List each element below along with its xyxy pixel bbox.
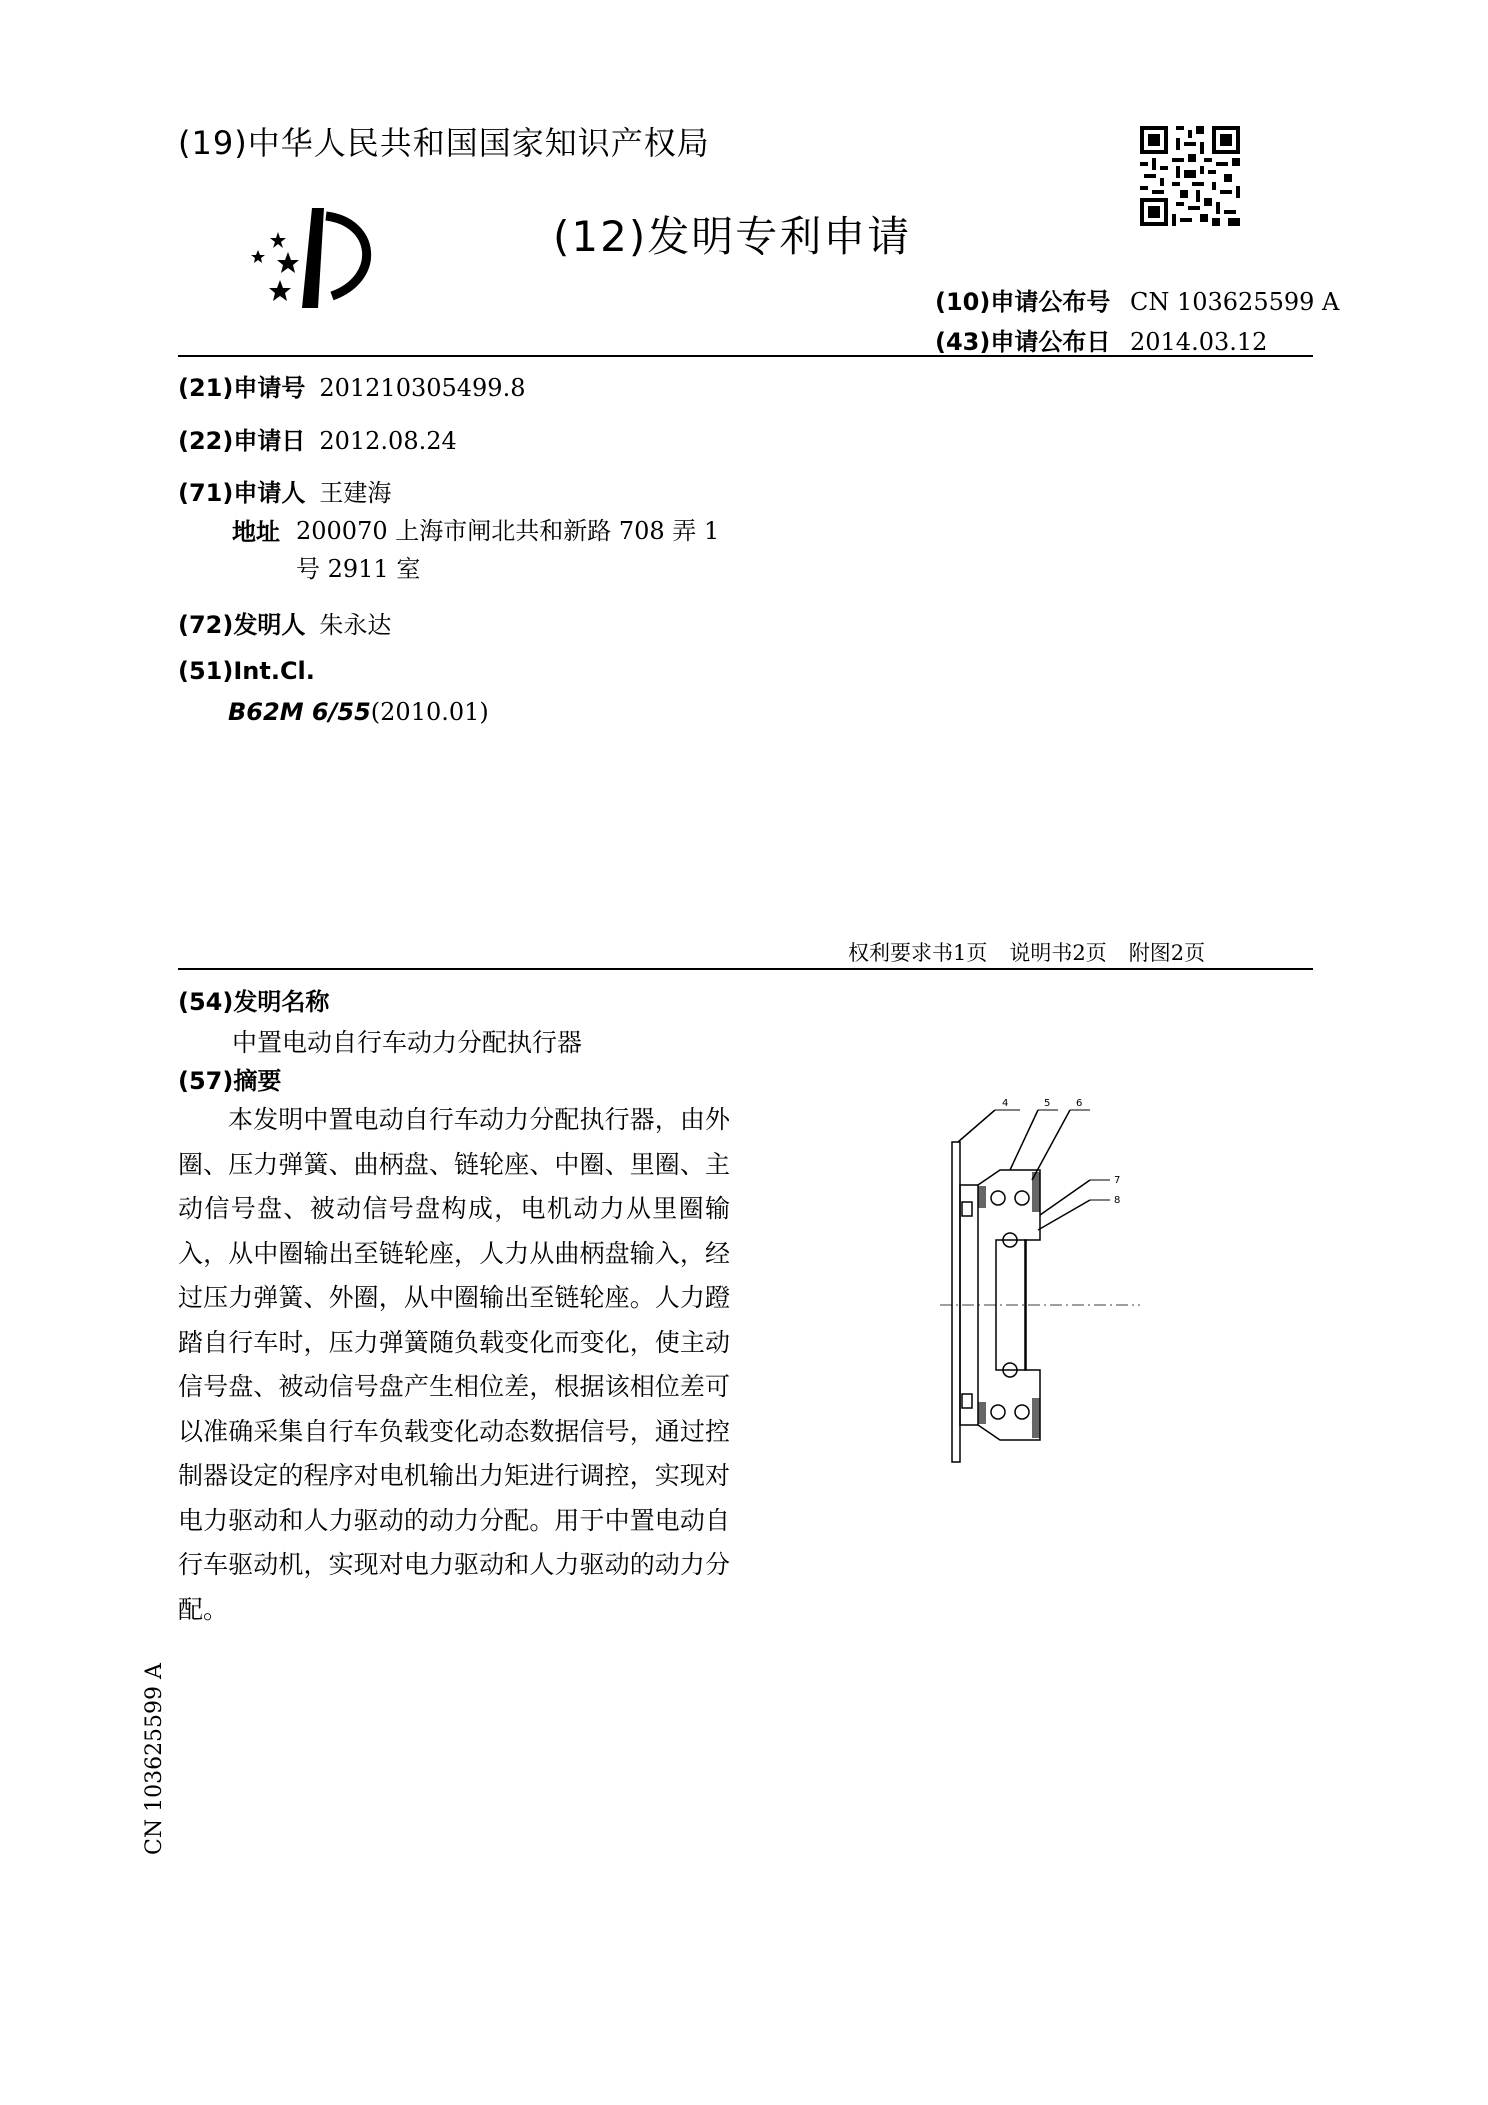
publication-date (935, 322, 1267, 357)
applicant-value: 王建海 (319, 479, 392, 507)
address-value: 200070 上海市闸北共和新路 708 弄 1 号 2911 室 (296, 517, 720, 583)
figure-label-5: 5 (1044, 1098, 1051, 1109)
qr-code-icon (1140, 126, 1240, 226)
application-number-value: 201210305499.8 (319, 374, 526, 402)
figure-label-7: 7 (1114, 1175, 1121, 1186)
ipc-version: (2010.01) (370, 698, 489, 726)
filing-date-value: 2012.08.24 (319, 427, 457, 455)
document-type-title: (12)发明专利申请 (553, 212, 912, 261)
figure-label-4: 4 (1002, 1098, 1009, 1109)
description-pages: 说明书2页 (1009, 941, 1107, 965)
filing-date (178, 421, 457, 456)
address-label: 地址 (232, 518, 280, 546)
application-number-label: (21)申请号 (178, 374, 306, 402)
applicant (178, 473, 391, 508)
filing-date-label: (22)申请日 (178, 427, 306, 455)
inventor (178, 605, 391, 640)
ipc-classification (228, 698, 489, 726)
ipc-label: (51)Int.Cl. (178, 657, 315, 685)
figure-label-6: 6 (1076, 1098, 1083, 1109)
header-divider (178, 355, 1313, 357)
abstract-label: (57)摘要 (178, 1067, 282, 1095)
applicant-label: (71)申请人 (178, 479, 306, 507)
page-counts (848, 937, 1227, 967)
publication-date-label: (43)申请公布日 (935, 328, 1111, 356)
claims-pages: 权利要求书1页 (848, 941, 988, 965)
invention-title-label: (54)发明名称 (178, 988, 330, 1016)
inventor-value: 朱永达 (319, 611, 392, 639)
figure-drawing (940, 1090, 1140, 1490)
publication-number-value: CN 103625599 A (1129, 288, 1340, 316)
abstract-text: 本发明中置电动自行车动力分配执行器，由外圈、压力弹簧、曲柄盘、链轮座、中圈、里圈、主动信号盘、被动信号盘构成，电机动力从里圈输入，从中圈输出至链轮座，人力从曲柄盘输入，经过压力弹簧、外圈，从中圈输出至链轮座。人力蹬踏自行车时，压力弹簧随负载变化而变化，使主动信号盘、被动信号盘产生相位差，根据该相位差可以准确采集自行车负载变化动态数据信号，通过控制器设定的程序对电机输出力矩进行调控，实现对电力驱动和人力驱动的动力分配。用于中置电动自行车驱动机，实现对电力驱动和人力驱动的动力分配。 (178, 1105, 730, 1624)
publication-number-label: (10)申请公布号 (935, 288, 1111, 316)
inventor-label: (72)发明人 (178, 611, 306, 639)
ipc (178, 657, 315, 685)
section-divider (178, 968, 1313, 970)
publication-number (935, 282, 1339, 317)
cnipa-logo-icon (244, 200, 384, 315)
publication-date-value: 2014.03.12 (1129, 328, 1268, 356)
drawing-pages: 附图2页 (1128, 941, 1206, 965)
figure-label-8: 8 (1114, 1195, 1121, 1206)
office-name: (19)中华人民共和国国家知识产权局 (178, 124, 710, 162)
application-number (178, 368, 525, 403)
invention-title: 中置电动自行车动力分配执行器 (232, 1028, 583, 1057)
ipc-code: B62M 6/55 (228, 698, 371, 726)
side-publication-number: CN 103625599 A (142, 1663, 167, 1855)
